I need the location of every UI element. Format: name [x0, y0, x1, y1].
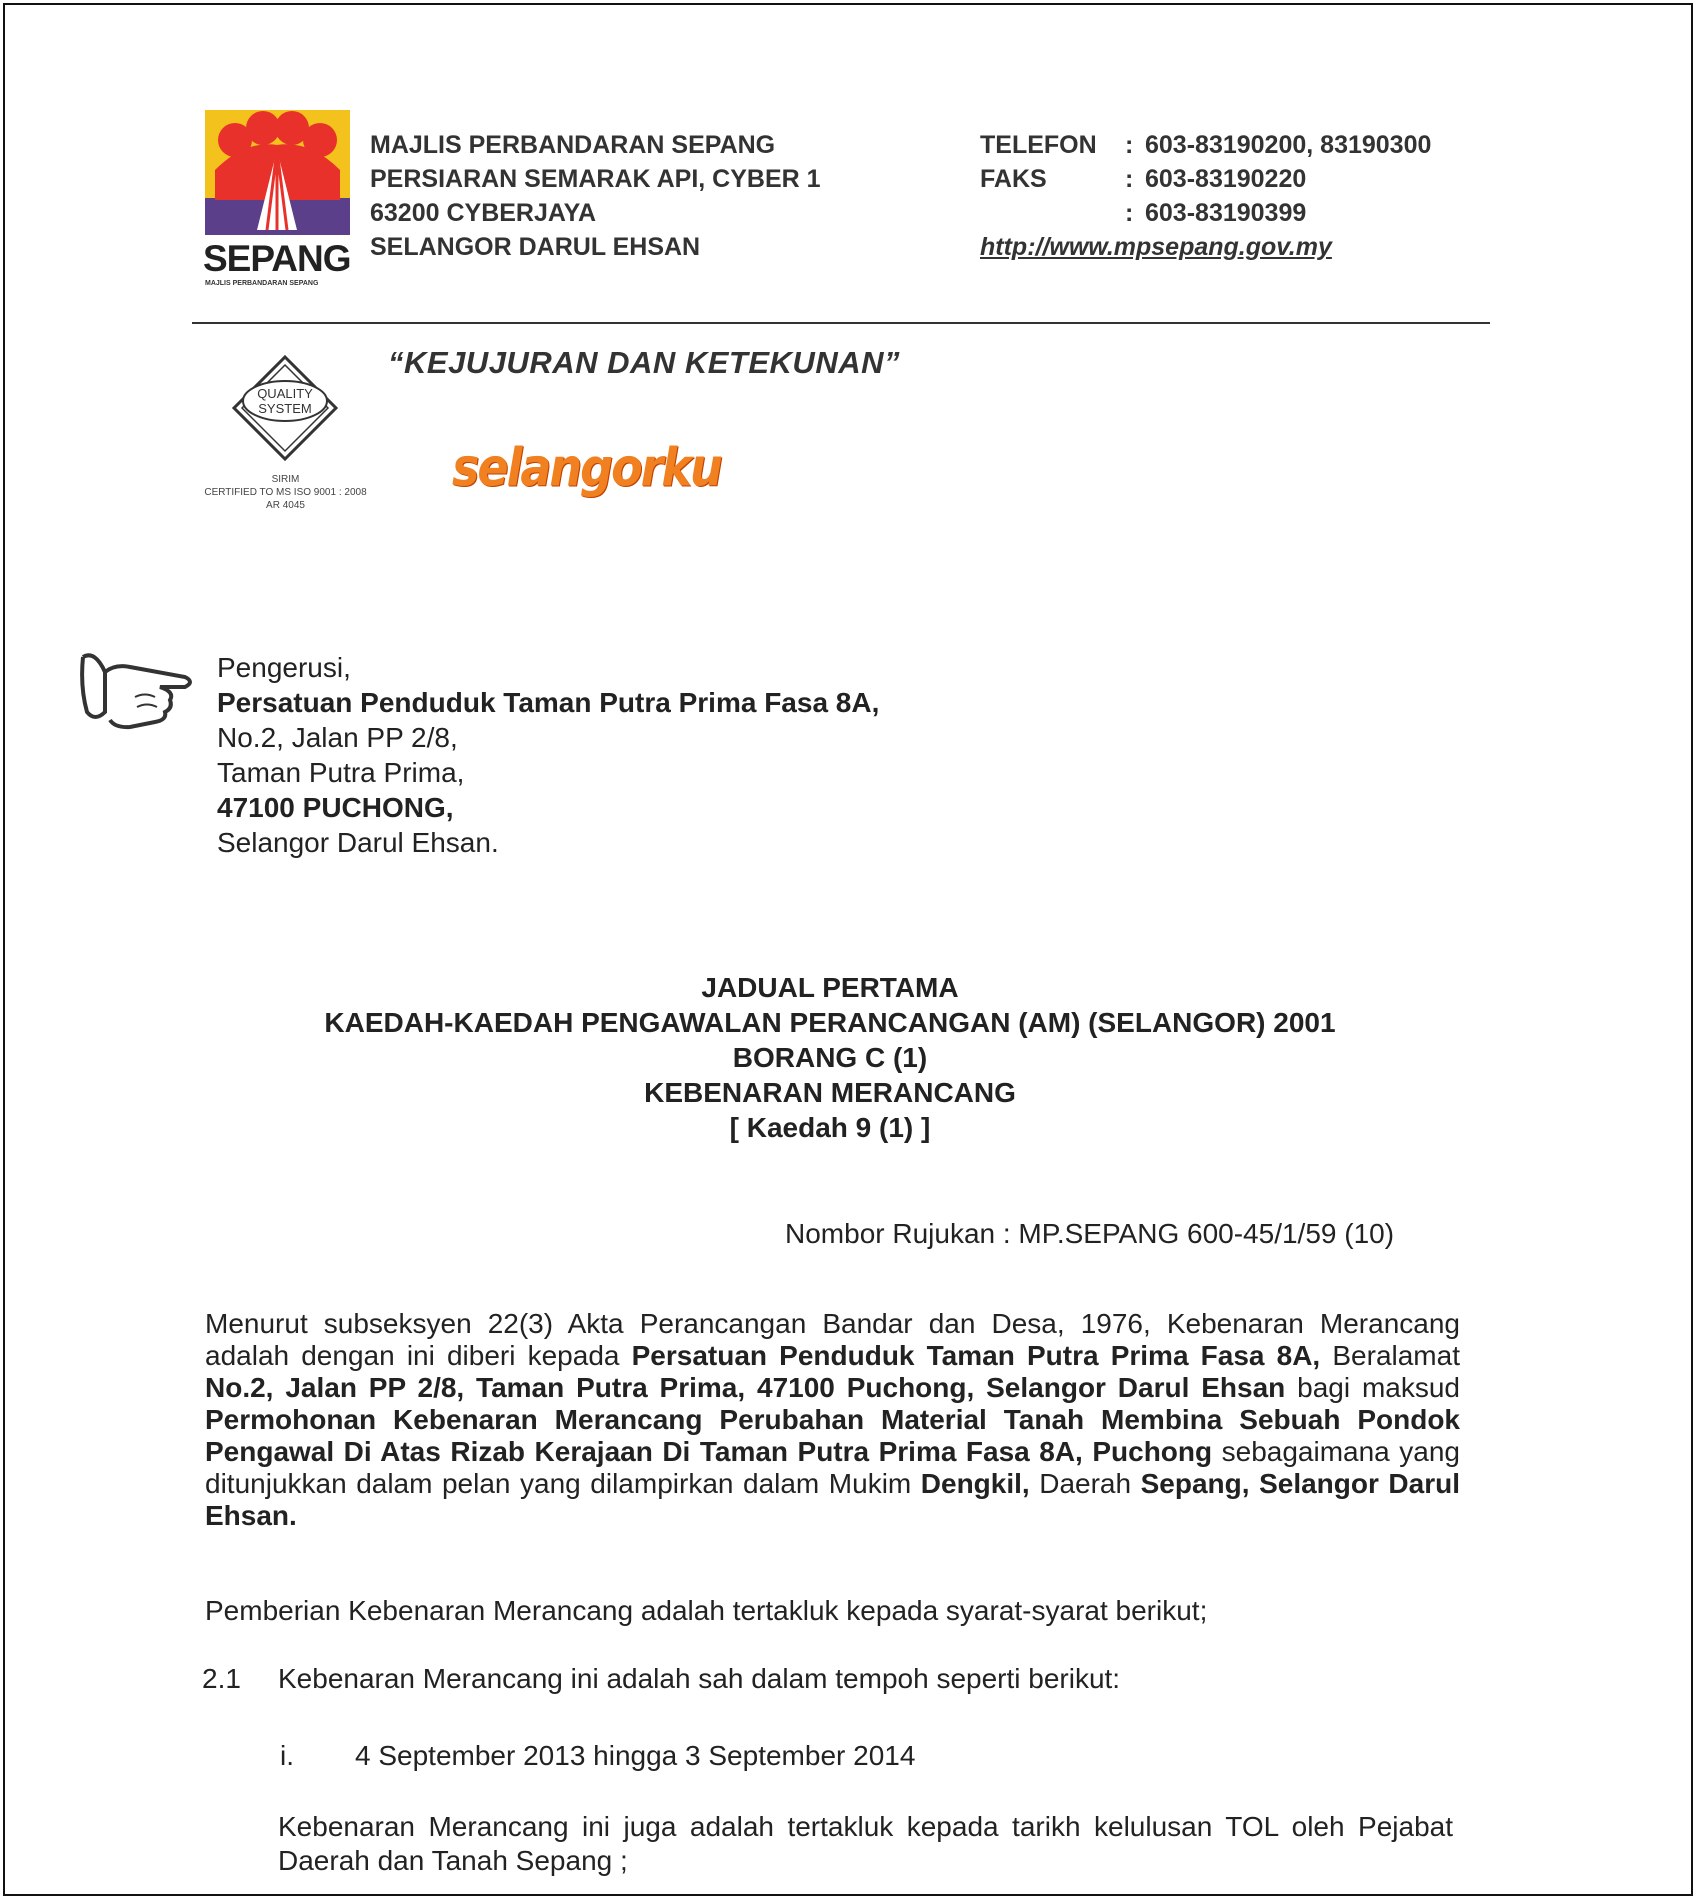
body-paragraph-1: Menurut subseksyen 22(3) Akta Perancangan Bandar dan Desa, 1976, Kebenaran Merancang adalah dengan ini diberi kepada Persatuan Penduduk Taman Putra Prima Fasa 8A, Beralamat No.2, Jalan PP 2/8, Taman Putra Prima, 47100 Puchong, Selangor Darul Ehsan bagi maksud Permohonan Kebenaran Merancang Perubahan Material Tanah Membina Sebuah Pondok Pengawal Di Atas Rizab Kerajaan Di Taman Putra Prima Fasa 8A, Puchong sebagaimana yang ditunjukkan dalam pelan yang dilampirkan dalam Mukim Dengkil, Daerah Sepang, Selangor Darul Ehsan.: [205, 1308, 1460, 1531]
separator: :: [1125, 199, 1134, 227]
caption-line: AR 4045: [266, 500, 305, 511]
heading-line: JADUAL PERTAMA: [701, 972, 959, 1003]
address-line: SELANGOR DARUL EHSAN: [370, 233, 701, 261]
separator: :: [1125, 165, 1134, 193]
heading-line: KAEDAH-KAEDAH PENGAWALAN PERANCANGAN (AM) (SELANGOR) 2001: [324, 1007, 1336, 1038]
quality-caption: [183, 473, 388, 512]
address-line: 63200 CYBERJAYA: [370, 199, 597, 227]
contact-block: [980, 128, 1431, 264]
heading-line: BORANG C (1): [732, 1042, 928, 1073]
quality-system-badge: [232, 355, 338, 461]
separator: :: [1125, 131, 1134, 159]
document-heading: [0, 970, 1660, 1145]
recipient-postcode: 47100 PUCHONG,: [217, 792, 454, 823]
caption-line: SIRIM: [271, 474, 300, 485]
badge-line1: QUALITY: [257, 386, 313, 401]
recipient-organisation: Persatuan Penduduk Taman Putra Prima Fasa 8A,: [217, 687, 880, 718]
website-link[interactable]: http://www.mpsepang.gov.my: [980, 233, 1332, 261]
address-line: MAJLIS PERBANDARAN SEPANG: [370, 131, 776, 159]
header-divider: [192, 322, 1490, 324]
pointing-hand-icon: [75, 642, 200, 732]
badge-line2: SYSTEM: [258, 401, 312, 416]
heading-line: KEBENARAN MERANCANG: [644, 1077, 1016, 1108]
body-paragraph-3: Kebenaran Merancang ini juga adalah tertakluk kepada tarikh kelulusan TOL oleh Pejabat Daerah dan Tanah Sepang ;: [278, 1811, 1453, 1876]
body-paragraph-2: Pemberian Kebenaran Merancang adalah tertakluk kepada syarat-syarat berikut;: [205, 1595, 1208, 1626]
faks-value-1: 603-83190220: [1145, 165, 1307, 193]
motto: “KEJUJURAN DAN KETEKUNAN”: [388, 345, 900, 380]
logo-subtext: MAJLIS PERBANDARAN SEPANG: [205, 280, 319, 287]
item-number: 2.1: [202, 1663, 241, 1694]
recipient-address: [217, 650, 879, 860]
item-text: Kebenaran Merancang ini adalah sah dalam tempoh seperti berikut:: [278, 1663, 1121, 1694]
selangorku-logo: selangorku: [452, 435, 721, 499]
recipient-state: Selangor Darul Ehsan.: [217, 827, 499, 858]
recipient-street: No.2, Jalan PP 2/8,: [217, 722, 458, 753]
telefon-label: TELEFON: [980, 131, 1097, 159]
reference-number: Nombor Rujukan : MP.SEPANG 600-45/1/59 (10): [785, 1218, 1395, 1249]
subitem-text: 4 September 2013 hingga 3 September 2014: [355, 1740, 916, 1771]
address-line: PERSIARAN SEMARAK API, CYBER 1: [370, 165, 821, 193]
heading-line: [ Kaedah 9 (1) ]: [729, 1112, 931, 1143]
telefon-value: 603-83190200, 83190300: [1145, 131, 1432, 159]
faks-value-2: 603-83190399: [1145, 199, 1307, 227]
logo-text: SEPANG: [203, 238, 351, 279]
council-address: [370, 128, 821, 264]
caption-line: CERTIFIED TO MS ISO 9001 : 2008: [204, 487, 367, 498]
faks-label: FAKS: [980, 165, 1047, 193]
recipient-title: Pengerusi,: [217, 652, 351, 683]
subitem-number: i.: [280, 1740, 294, 1771]
recipient-area: Taman Putra Prima,: [217, 757, 465, 788]
